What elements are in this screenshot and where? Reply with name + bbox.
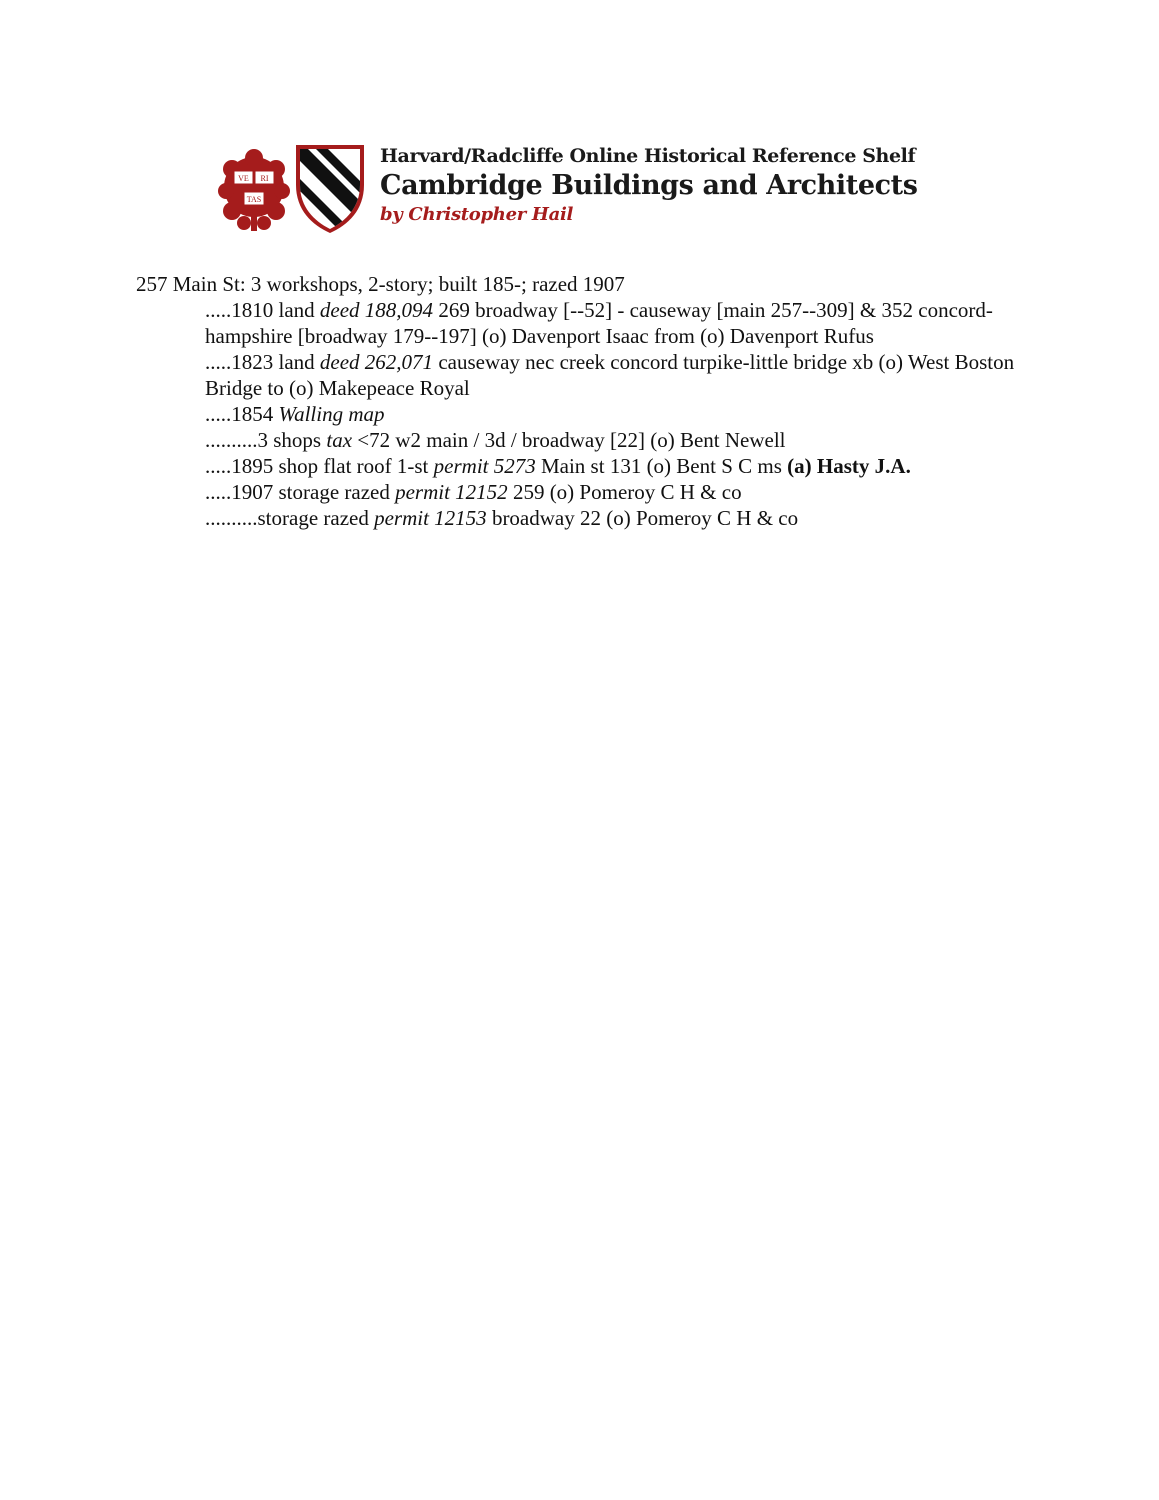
main-title: Cambridge Buildings and Architects [380, 170, 918, 201]
entry-reference: permit 12153 [374, 506, 487, 530]
record-entry-1854 [205, 401, 1036, 427]
entry-prefix: .....1810 land [205, 298, 320, 322]
entry-reference: Walling map [278, 402, 385, 426]
entry-reference: permit 5273 [433, 454, 536, 478]
entry-text: causeway nec creek concord turpike-little bridge xb (o) West Boston Bridge to (o) Makepeace Royal [205, 350, 1015, 400]
entry-architect: (a) Hasty J.A. [787, 454, 911, 478]
entry-prefix: .....1854 [205, 402, 279, 426]
record-entry-1907 [205, 479, 1036, 505]
record-entry-1823 [205, 349, 1036, 401]
record-entry-1810 [205, 297, 1036, 349]
entry-reference: deed 188,094 [319, 298, 434, 322]
building-record [136, 271, 1036, 531]
entry-reference: tax [326, 428, 353, 452]
entry-prefix: .....1823 land [205, 350, 320, 374]
record-entry-storage [205, 505, 1036, 531]
seal-text-ri: RI [260, 174, 269, 183]
entry-text: 259 (o) Pomeroy C H & co [507, 480, 742, 504]
author-byline: by Christopher Hail [380, 204, 574, 225]
entry-reference: permit 12152 [395, 480, 508, 504]
seal-text-ve: VE [238, 174, 249, 183]
seal-text-tas: TAS [246, 195, 262, 204]
entry-text: 269 broadway [--52] - causeway [main 257--309] & 352 concord-hampshire [broadway 179--197] (o) Davenport Isaac from (o) Davenport Rufus [205, 298, 993, 348]
record-entries [205, 297, 1036, 531]
entry-prefix: .....1895 shop flat roof 1-st [205, 454, 434, 478]
header-text [380, 143, 920, 227]
record-entry-1895 [205, 453, 1036, 479]
page-header [218, 143, 918, 235]
entry-prefix: ..........3 shops [205, 428, 327, 452]
entry-text: broadway 22 (o) Pomeroy C H & co [486, 506, 799, 530]
record-entry-tax [205, 427, 1036, 453]
shelf-title: Harvard/Radcliffe Online Historical Reference Shelf [380, 145, 916, 167]
entry-prefix: .....1907 storage razed [205, 480, 396, 504]
veritas-seal-icon [218, 147, 290, 233]
entry-text: Main st 131 (o) Bent S C ms [535, 454, 788, 478]
entry-reference: deed 262,071 [319, 350, 434, 374]
record-heading: 257 Main St: 3 workshops, 2-story; built 185-; razed 1907 [136, 272, 625, 296]
radcliffe-shield-icon [294, 145, 366, 233]
entry-prefix: ..........storage razed [205, 506, 375, 530]
entry-text: <72 w2 main / 3d / broadway [22] (o) Bent Newell [352, 428, 786, 452]
